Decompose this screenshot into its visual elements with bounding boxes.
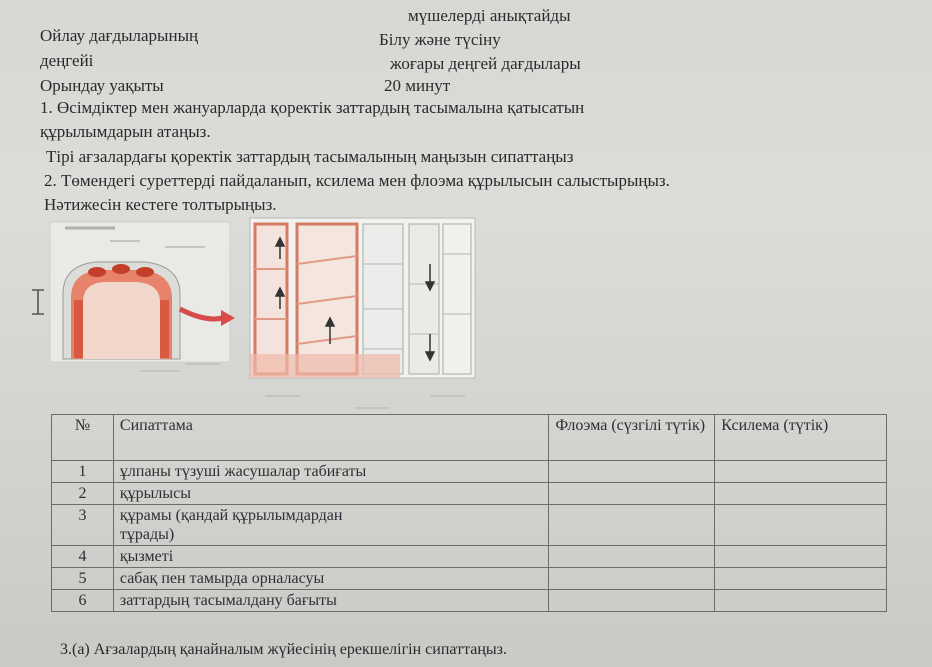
row-number: 5	[52, 568, 114, 590]
phloem-cell[interactable]	[549, 505, 715, 546]
xylem-cell[interactable]	[715, 483, 887, 505]
task3-line: 3.(а) Ағзалардың қанайналым жүйесінің ерекшелігін сипаттаңыз.	[60, 641, 507, 658]
thinking-level-value-2: жоғары деңгей дағдылары	[390, 54, 581, 73]
row-number: 6	[52, 590, 114, 612]
task1-line2: құрылымдарын атаңыз.	[40, 122, 211, 141]
header-description: Сипаттама	[113, 415, 549, 461]
phloem-cell[interactable]	[549, 483, 715, 505]
row-number: 1	[52, 461, 114, 483]
table-row	[52, 461, 887, 483]
objective-line: мүшелерді анықтайды	[408, 6, 571, 25]
row-description: құрамы (қандай құрылымдардан тұрады)	[113, 505, 549, 546]
comparison-table	[51, 414, 887, 612]
xylem-cell[interactable]	[715, 546, 887, 568]
task2-line2: Нәтижесін кестеге толтырыңыз.	[44, 195, 277, 214]
row-number: 4	[52, 546, 114, 568]
table-row	[52, 590, 887, 612]
xylem-cell[interactable]	[715, 568, 887, 590]
task1-line1: 1. Өсімдіктер мен жануарларда қоректік заттардың тасымалына қатысатын	[40, 98, 585, 117]
row-number: 3	[52, 505, 114, 546]
row-description: сабақ пен тамырда орналасуы	[113, 568, 549, 590]
phloem-cell[interactable]	[549, 546, 715, 568]
thinking-level-label-1: Ойлау дағдыларының	[40, 26, 199, 45]
time-label: Орындау уақыты	[40, 76, 164, 95]
vascular-tissue-figure	[45, 214, 500, 414]
task2-line1: 2. Төмендегі суреттерді пайдаланып, ксилема мен флоэма құрылысын салыстырыңыз.	[44, 171, 670, 190]
header-xylem: Ксилема (түтік)	[715, 415, 887, 461]
thinking-level-label-2: деңгейі	[40, 51, 94, 70]
thinking-level-value-1: Білу және түсіну	[379, 30, 501, 49]
xylem-cell[interactable]	[715, 590, 887, 612]
xylem-cell[interactable]	[715, 505, 887, 546]
table-row	[52, 505, 887, 546]
table-row	[52, 546, 887, 568]
row-description: қызметі	[113, 546, 549, 568]
table-row	[52, 483, 887, 505]
phloem-cell[interactable]	[549, 590, 715, 612]
table-row	[52, 568, 887, 590]
table-header-row	[52, 415, 887, 461]
row-description: ұлпаны түзуші жасушалар табиғаты	[113, 461, 549, 483]
header-phloem: Флоэма (сүзгілі түтік)	[549, 415, 715, 461]
xylem-cell[interactable]	[715, 461, 887, 483]
time-value: 20 минут	[384, 76, 451, 95]
row-description: заттардың тасымалдану бағыты	[113, 590, 549, 612]
phloem-cell[interactable]	[549, 461, 715, 483]
header-number: №	[52, 415, 114, 461]
phloem-cell[interactable]	[549, 568, 715, 590]
task1-line3: Тірі ағзалардағы қоректік заттардың тасымалының маңызын сипаттаңыз	[46, 147, 574, 166]
row-number: 2	[52, 483, 114, 505]
row-description: құрылысы	[113, 483, 549, 505]
plant-vascular-diagram	[45, 214, 500, 414]
